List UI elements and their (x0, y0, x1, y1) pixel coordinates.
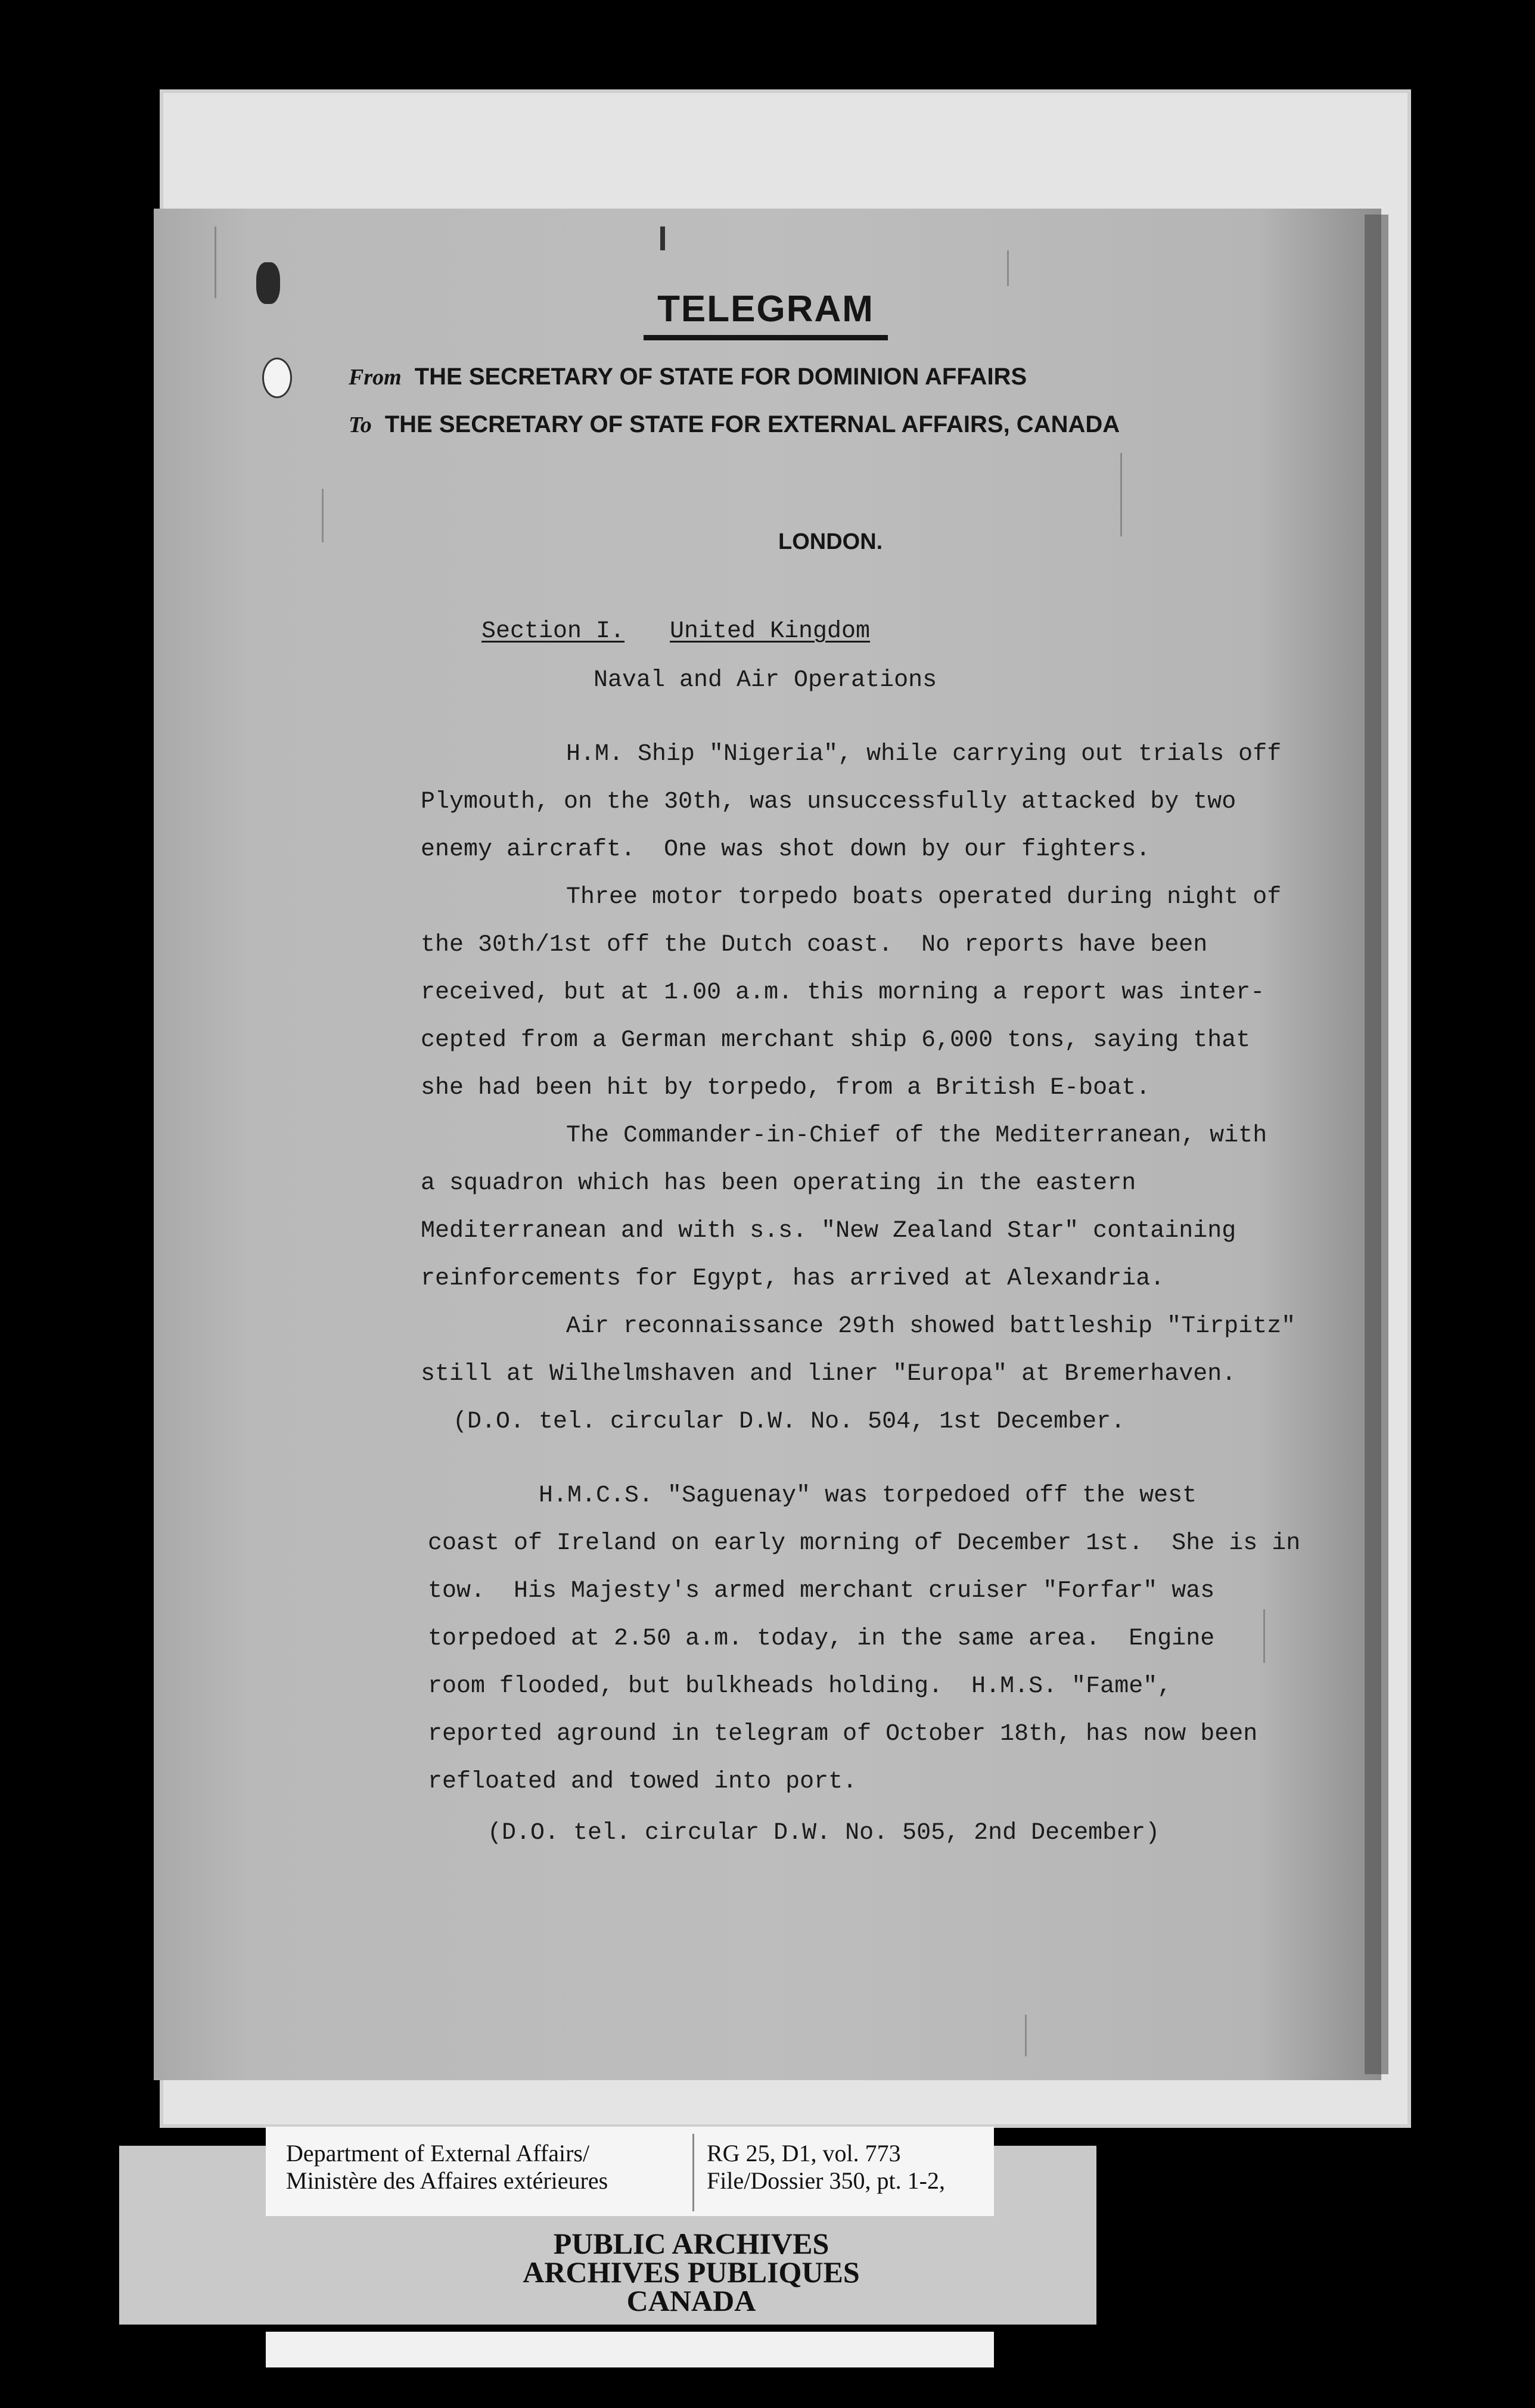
from-text: THE SECRETARY OF STATE FOR DOMINION AFFAIRS (414, 364, 1027, 390)
body-line: she had been hit by torpedo, from a British E-boat. (421, 1075, 1151, 1101)
archive-bottom-strip (266, 2332, 994, 2367)
film-speck (256, 262, 280, 304)
body-line: Air reconnaissance 29th showed battleship "Tirpitz" (566, 1313, 1296, 1340)
body-line: still at Wilhelmshaven and liner "Europa" at Bremerhaven. (421, 1361, 1236, 1388)
body-line: Mediterranean and with s.s. "New Zealand Star" containing (421, 1218, 1236, 1245)
page-shadow-edge (1365, 215, 1388, 2074)
public-archives-stamp (358, 2229, 1025, 2315)
department-text (286, 2140, 608, 2195)
body-line: Plymouth, on the 30th, was unsuccessfully attacked by two (421, 789, 1236, 815)
body-line: coast of Ireland on early morning of December 1st. She is in (428, 1530, 1301, 1557)
telegram-title: TELEGRAM (657, 288, 874, 330)
to-label: To (349, 412, 372, 437)
body-line: reported aground in telegram of October 18th, has now been (428, 1721, 1258, 1748)
reference-text (707, 2140, 945, 2195)
film-scratch (1120, 453, 1122, 536)
body-line: cepted from a German merchant ship 6,000 tons, saying that (421, 1027, 1251, 1054)
to-line (349, 412, 1120, 436)
body-line: tow. His Majesty's armed merchant cruiser "Forfar" was (428, 1578, 1215, 1605)
body-line: H.M. Ship "Nigeria", while carrying out trials off (566, 741, 1282, 768)
film-scratch (215, 226, 216, 298)
department-line-2: Ministère des Affaires extérieures (286, 2167, 608, 2194)
body-line: Three motor torpedo boats operated during night of (566, 884, 1282, 911)
citation-line: (D.O. tel. circular D.W. No. 504, 1st December. (453, 1408, 1126, 1435)
place-of-origin: LONDON. (778, 529, 883, 554)
film-scratch (1025, 2015, 1027, 2056)
department-line-1: Department of External Affairs/ (286, 2140, 590, 2167)
reference-line-2: File/Dossier 350, pt. 1-2, (707, 2167, 945, 2194)
archives-line-2: ARCHIVES PUBLIQUES (523, 2255, 860, 2289)
body-line: room flooded, but bulkheads holding. H.M.S. "Fame", (428, 1673, 1172, 1700)
from-label: From (349, 365, 402, 390)
body-line: refloated and towed into port. (428, 1768, 857, 1795)
body-line: the 30th/1st off the Dutch coast. No reports have been (421, 932, 1208, 958)
section-number: Section I. (481, 618, 625, 645)
film-scratch (1007, 250, 1009, 286)
title-underline (644, 335, 888, 340)
section-title: United Kingdom (670, 618, 871, 645)
film-scratch (322, 489, 324, 542)
body-line: H.M.C.S. "Saguenay" was torpedoed off the west (539, 1482, 1197, 1509)
to-text: THE SECRETARY OF STATE FOR EXTERNAL AFFAIRS, CANADA (384, 411, 1120, 437)
film-scratch (660, 226, 665, 250)
body-line: received, but at 1.00 a.m. this morning a report was inter- (421, 979, 1265, 1006)
archives-line-1: PUBLIC ARCHIVES (553, 2227, 829, 2260)
from-line (349, 365, 1027, 389)
body-line: The Commander-in-Chief of the Mediterranean, with (566, 1122, 1267, 1149)
citation-line: (D.O. tel. circular D.W. No. 505, 2nd December) (487, 1820, 1160, 1847)
archives-line-3: CANADA (626, 2284, 756, 2317)
punch-hole (262, 358, 292, 398)
body-line: reinforcements for Egypt, has arrived at Alexandria. (421, 1265, 1165, 1292)
film-scratch (1263, 1609, 1265, 1663)
reference-line-1: RG 25, D1, vol. 773 (707, 2140, 901, 2167)
body-line: a squadron which has been operating in the eastern (421, 1170, 1136, 1197)
stamp-divider (692, 2134, 694, 2211)
body-line: torpedoed at 2.50 a.m. today, in the same area. Engine (428, 1625, 1215, 1652)
body-line: enemy aircraft. One was shot down by our fighters. (421, 836, 1151, 863)
section-subtitle: Naval and Air Operations (594, 667, 937, 694)
